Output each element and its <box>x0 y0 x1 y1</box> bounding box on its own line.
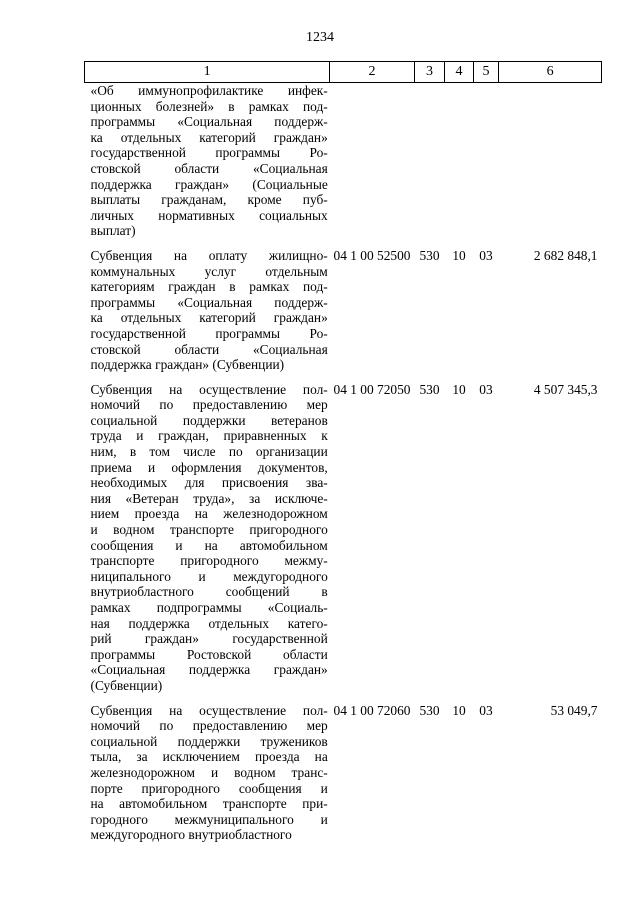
description-line: номочий по предоставлению мер <box>90 397 328 413</box>
subsection-code: 03 <box>479 247 493 263</box>
description-line: рамках подпрограммы «Социаль- <box>90 600 328 615</box>
description-line: поддержка граждан» (Субвенции) <box>90 357 285 373</box>
description-line: «Социальная поддержка граждан» <box>90 662 328 678</box>
amount: 53 049,7 <box>550 702 598 718</box>
subsection-code: 03 <box>479 381 493 397</box>
row-description <box>85 377 330 698</box>
description-line: социальной поддержки тружеников <box>90 733 328 749</box>
description-line: рий граждан» государственной <box>90 631 328 647</box>
description-line: приема и оформления документов, <box>90 459 328 475</box>
description-line: (Субвенции) <box>90 677 163 693</box>
description-line: сообщения и на автомобильном <box>90 537 328 553</box>
amount <box>499 83 602 243</box>
row-description <box>85 83 330 243</box>
column-header: 1 <box>85 62 330 83</box>
description-line: ка отдельных категорий граждан» <box>90 310 328 326</box>
description-line: стовской области «Социальная <box>90 341 328 357</box>
description-line: государственной программы Ро- <box>90 325 328 341</box>
description-line: ним, в том числе по организации <box>90 444 328 460</box>
expense-type <box>414 83 445 243</box>
description-line: личных нормативных социальных <box>90 207 328 223</box>
description-line: программы Ростовской области <box>90 646 328 662</box>
subsection-code <box>473 83 498 243</box>
budget-table <box>84 61 602 847</box>
description-line: нием проезда на железнодорожном <box>90 506 328 522</box>
table-body <box>85 83 602 847</box>
expense-type: 530 <box>419 702 440 718</box>
expense-type: 530 <box>419 247 440 263</box>
column-header: 5 <box>473 62 498 83</box>
description-line: ная поддержка отдельных катего- <box>90 615 328 631</box>
section-code: 10 <box>452 702 466 718</box>
description-line: «Об иммунопрофилактике инфек- <box>90 83 328 98</box>
section-code: 10 <box>452 381 466 397</box>
description-line: на автомобильном транспорте при- <box>90 796 328 812</box>
row-description <box>85 698 330 847</box>
description-line: тыла, за исключением проезда на <box>90 749 328 765</box>
subsection-code: 03 <box>479 702 493 718</box>
description-line: междугородного внутриобластного <box>90 827 292 843</box>
column-header: 2 <box>330 62 414 83</box>
description-line: социальной поддержки ветеранов <box>90 412 328 428</box>
column-header: 3 <box>414 62 445 83</box>
expense-type: 530 <box>419 381 440 397</box>
target-article-code: 04 1 00 72050 <box>333 381 411 397</box>
description-line: ниципального и междугородного <box>90 568 328 584</box>
target-article-code <box>330 83 414 243</box>
description-line: внутриобластного сообщений в <box>90 584 328 600</box>
description-line: категориям граждан в рамках под- <box>90 279 328 295</box>
description-line: стовской области «Социальная <box>90 160 328 176</box>
amount: 4 507 345,3 <box>533 381 598 397</box>
description-line: коммунальных услуг отдельным <box>90 263 328 279</box>
description-line: программы «Социальная поддерж- <box>90 114 328 130</box>
description-line: поддержка граждан» (Социальные <box>90 176 328 192</box>
description-line: номочий по предоставлению мер <box>90 718 328 734</box>
target-article-code: 04 1 00 72060 <box>333 702 411 718</box>
description-line: программы «Социальная поддерж- <box>90 294 328 310</box>
amount: 2 682 848,1 <box>533 247 598 263</box>
description-line: городного межмуниципального и <box>90 811 328 827</box>
description-line: ционных болезней» в рамках под- <box>90 98 328 114</box>
description-line: ка отдельных категорий граждан» <box>90 129 328 145</box>
description-line: необходимых для присвоения зва- <box>90 475 328 491</box>
row-description <box>85 243 330 377</box>
target-article-code: 04 1 00 52500 <box>333 247 411 263</box>
table-row <box>85 698 602 847</box>
description-line: Субвенция на осуществление пол- <box>90 381 328 397</box>
description-line: порте пригородного сообщения и <box>90 780 328 796</box>
description-line: Субвенция на осуществление пол- <box>90 702 328 718</box>
description-line: выплаты гражданам, кроме пуб- <box>90 192 328 208</box>
description-line: транспорте пригородного межму- <box>90 553 328 569</box>
table-row <box>85 377 602 698</box>
table-row <box>85 83 602 243</box>
column-header: 4 <box>445 62 473 83</box>
description-line: государственной программы Ро- <box>90 145 328 161</box>
description-line: выплат) <box>90 223 136 239</box>
page-number: 1234 <box>306 30 334 45</box>
section-code <box>445 83 473 243</box>
section-code: 10 <box>452 247 466 263</box>
column-header: 6 <box>499 62 602 83</box>
description-line: железнодорожном и водном транс- <box>90 764 328 780</box>
description-line: труда и граждан, приравненных к <box>90 428 328 444</box>
description-line: Субвенция на оплату жилищно- <box>90 247 328 263</box>
table-header-row <box>85 62 602 83</box>
table-row <box>85 243 602 377</box>
description-line: и водном транспорте пригородного <box>90 522 328 538</box>
description-line: ния «Ветеран труда», за исключе- <box>90 490 328 506</box>
